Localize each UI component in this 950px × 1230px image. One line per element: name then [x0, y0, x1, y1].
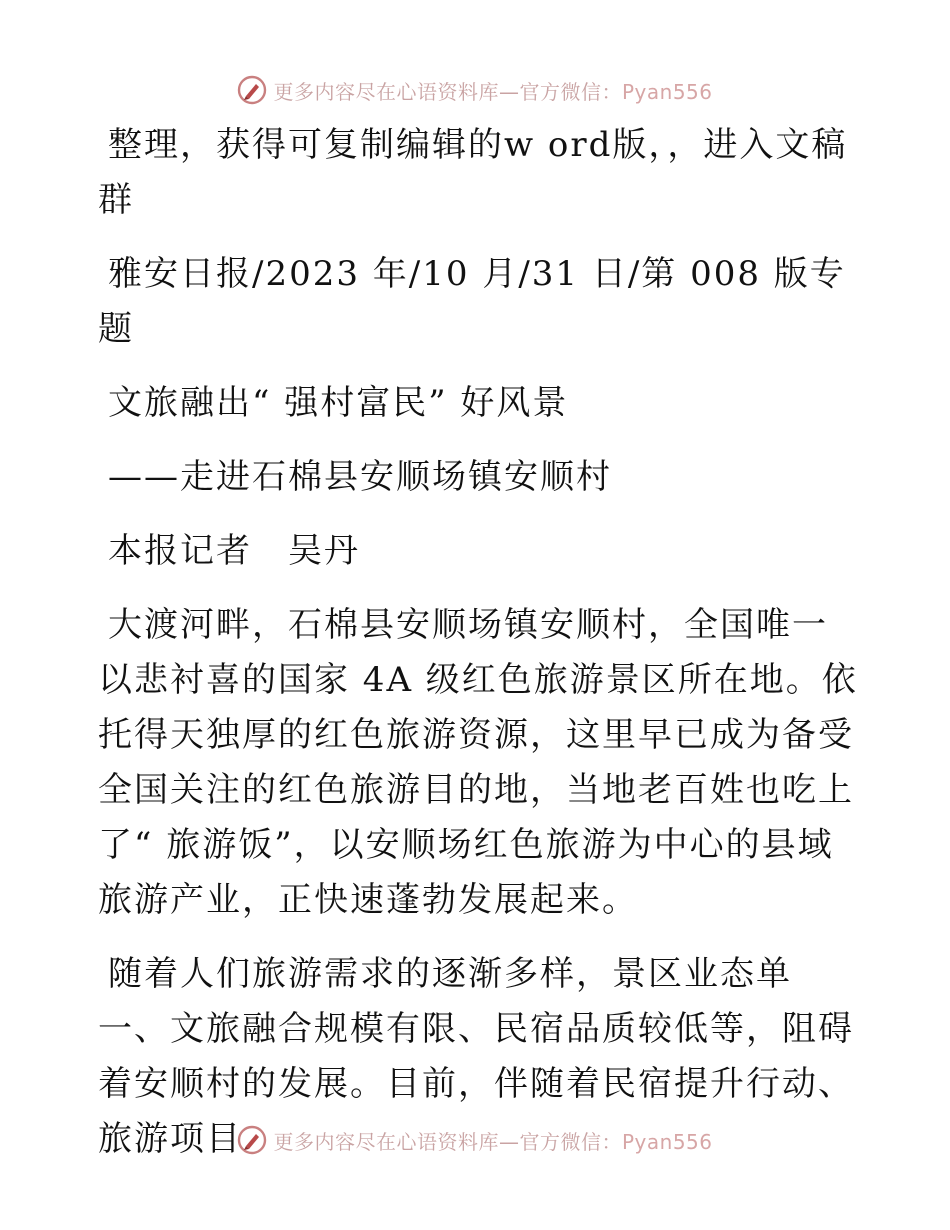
- pen-logo-icon: [237, 75, 267, 105]
- watermark-header: [0, 70, 950, 110]
- body-paragraph: 随着人们旅游需求的逐渐多样，景区业态单一、文旅融合规模有限、民宿品质较低等，阻碍着安顺村的发展。目前，伴随着民宿提升行动、旅游项目: [98, 954, 854, 1159]
- article-title: 文旅融出“ 强村富民” 好风景: [108, 383, 569, 423]
- pen-logo-icon: [237, 1125, 267, 1155]
- watermark-text: 更多内容尽在心语资料库—官方微信：Pyan556: [273, 1129, 713, 1154]
- body-paragraph: 大渡河畔，石棉县安顺场镇安顺村，全国唯一以悲衬喜的国家 4A 级红色旅游景区所在地。依托得天独厚的红色旅游资源，这里早已成为备受全国关注的红色旅游目的地，当地老百姓也吃上了“ 旅游饭”，以安顺场红色旅游为中心的县域旅游产业，正快速蓬勃发展起来。: [98, 605, 858, 920]
- watermark-wechat-id: Pyan556: [621, 1129, 713, 1154]
- watermark-wechat-id: Pyan556: [621, 79, 713, 104]
- watermark-text: 更多内容尽在心语资料库—官方微信：Pyan556: [273, 79, 713, 104]
- watermark-footer: [0, 1120, 950, 1160]
- article-subtitle: ——走进石棉县安顺场镇安顺村: [108, 457, 612, 497]
- note-line: 整理，获得可复制编辑的w ord版，，进入文稿群: [98, 125, 848, 220]
- source-line: 雅安日报/2023 年/10 月/31 日/第 008 版专题: [98, 254, 846, 349]
- document-body: [98, 118, 858, 1186]
- byline: 本报记者 吴丹: [108, 531, 360, 571]
